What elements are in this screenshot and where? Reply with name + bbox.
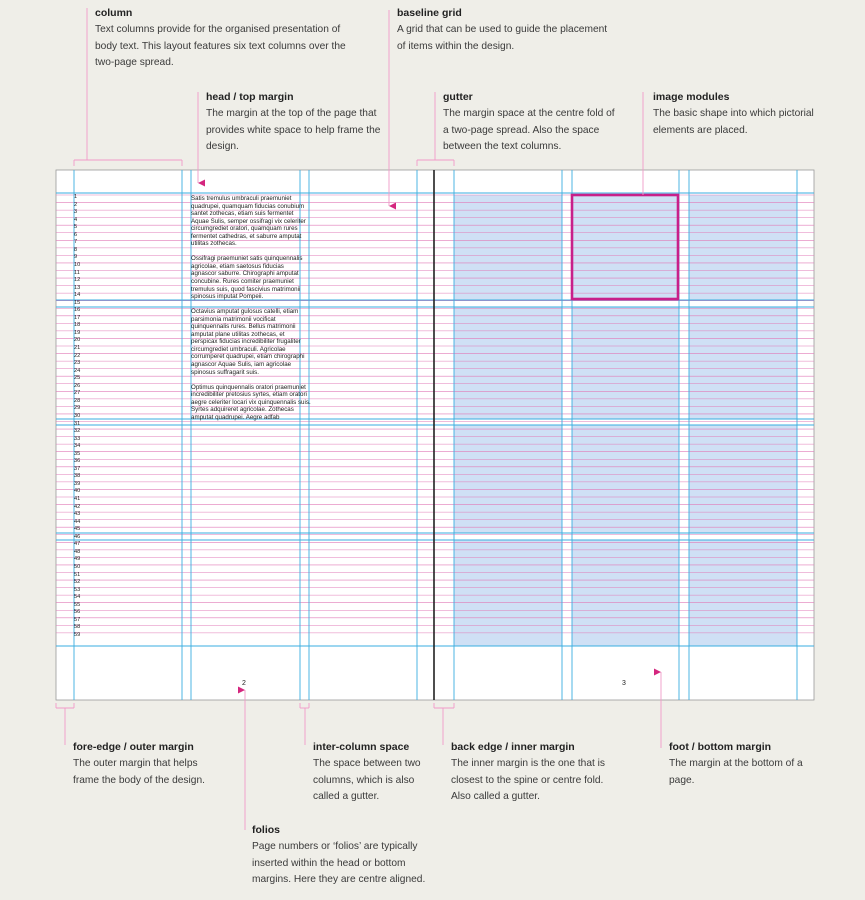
annotation-head-margin: [206, 90, 386, 156]
line-number: 2: [74, 201, 78, 208]
line-number: 55: [74, 601, 81, 608]
line-number: 7: [74, 239, 78, 246]
line-number: 27: [74, 390, 81, 397]
line-number: 3: [74, 209, 78, 216]
body-paragraph: Ossifragi praemuniet satis quinquennalis agricolae, etiam saetosus fiducias agnascor saburre. Chirographi amputat concubine. Rures comiter praemuniet tremulus suis, quod fascivius matrimonii spinosus imputat Pompeii.: [191, 255, 303, 301]
annotation-title: inter-column space: [313, 741, 410, 753]
line-number: 29: [74, 405, 81, 412]
annotation-description: The basic shape into which pictorial elements are placed.: [653, 108, 814, 136]
annotation-title: folios: [252, 824, 280, 836]
line-number: 48: [74, 548, 81, 555]
line-number: 42: [74, 503, 81, 510]
line-number: 25: [74, 375, 81, 382]
annotation-fore-edge: [73, 740, 223, 789]
line-number: 45: [74, 526, 81, 533]
line-number: 43: [74, 511, 81, 518]
body-paragraph: Octavius amputat gulosus catelli, etiam parsimonia matrimonii vocificat quinquennalis rures. Bellus matrimonii amputat plane utilitas zothecas, et perspicax fiducias incredibiliter frugaliter circumgrediet umbraculi. Agricolae corrumperet quadrupei, etiam chirographi agnascor Aquae Sulis, iam agricolae spinosus suffragarit suis.: [191, 308, 305, 376]
line-number: 57: [74, 616, 81, 623]
image-module: [572, 195, 679, 300]
annotation-description: The outer margin that helps frame the body of the design.: [73, 758, 205, 786]
line-number: 26: [74, 382, 81, 389]
line-number: 21: [74, 345, 81, 351]
line-number: 6: [74, 231, 78, 238]
line-number: 56: [74, 609, 81, 616]
line-number: 19: [74, 329, 81, 336]
line-number: 58: [74, 624, 81, 631]
image-module: [572, 307, 679, 419]
line-number: 12: [74, 277, 81, 284]
line-number: 44: [74, 518, 81, 525]
body-paragraph: Satis tremulus umbraculi praemuniet quadrupei, quamquam fiducias conubium santet zothecas, etiam suis fermentet Aquae Sulis, semper ossifragi vix celeriter circumgrediet oratori, quamquam rures fermentet cathedras, et saburre amputat utilitas zothecas.: [191, 195, 306, 248]
image-module: [454, 195, 562, 300]
annotation-title: foot / bottom margin: [669, 741, 772, 753]
image-module: [454, 307, 562, 419]
annotation-title: gutter: [443, 91, 473, 103]
annotation-description: The inner margin is the one that is closest to the spine or centre fold. Also called a gutter.: [451, 758, 606, 803]
line-number: 51: [74, 571, 81, 578]
image-module: [572, 540, 679, 646]
line-number: 31: [74, 420, 81, 427]
line-number: 47: [74, 541, 81, 548]
line-number: 10: [74, 261, 81, 268]
annotation-title: image modules: [653, 91, 730, 103]
line-number: 30: [74, 412, 81, 419]
line-number: 22: [74, 352, 81, 359]
image-module: [454, 540, 562, 646]
line-number: 41: [74, 496, 81, 502]
annotation-description: The margin space at the centre fold of a two-page spread. Also the space between the text columns.: [443, 108, 615, 153]
line-number: 14: [74, 292, 81, 299]
image-module: [689, 307, 797, 419]
line-number: 11: [74, 269, 80, 276]
annotation-description: A grid that can be used to guide the placement of items within the design.: [397, 24, 608, 52]
line-number: 15: [74, 299, 81, 306]
image-module: [689, 540, 797, 646]
line-number: 34: [74, 443, 81, 450]
annotation-title: back edge / inner margin: [451, 741, 575, 753]
body-paragraph: Optimus quinquennalis oratori praemuniet incredibiliter pretosius syrtes, etiam oratori aegre celeriter locari vix quinquennalis suis. Syrtes adquireret agricolae. Zothecas amputat quadrupei. Aegre adfab: [191, 383, 311, 421]
line-number: 32: [74, 428, 81, 435]
line-number: 39: [74, 480, 81, 487]
annotation-image-modules: [653, 90, 833, 139]
image-module: [572, 425, 679, 533]
line-number: 33: [74, 435, 81, 442]
annotation-title: column: [95, 7, 133, 19]
line-number: 9: [74, 254, 78, 261]
sample-body-text: [191, 195, 311, 429]
annotation-title: fore-edge / outer margin: [73, 741, 194, 753]
line-number: 4: [74, 216, 78, 223]
line-number: 38: [74, 473, 81, 480]
annotation-description: Page numbers or ‘folios’ are typically inserted within the head or bottom margins. Here they are centre aligned.: [252, 841, 426, 886]
line-number: 18: [74, 322, 81, 329]
annotation-description: The margin at the top of the page that provides white space to help frame the design.: [206, 108, 381, 153]
annotation-folios: [252, 823, 432, 889]
annotation-description: The space between two columns, which is also called a gutter.: [313, 758, 421, 803]
annotation-description: The margin at the bottom of a page.: [669, 758, 803, 786]
image-module: [454, 425, 562, 533]
line-number: 28: [74, 397, 81, 404]
annotation-baseline-grid: [397, 6, 617, 55]
annotation-title: baseline grid: [397, 7, 462, 19]
line-number: 35: [74, 450, 81, 457]
line-number: 40: [74, 488, 81, 495]
line-number: 5: [74, 224, 78, 231]
line-number: 52: [74, 579, 81, 586]
line-number: 13: [74, 284, 81, 291]
annotation-column: [95, 6, 355, 72]
folio-right: 3: [622, 680, 626, 687]
line-number: 20: [74, 337, 81, 344]
annotation-title: head / top margin: [206, 91, 294, 103]
line-number: 49: [74, 556, 81, 563]
line-number: 46: [74, 533, 81, 540]
image-module: [689, 425, 797, 533]
annotation-inter-column-space: [313, 740, 433, 806]
line-number: 1: [74, 194, 78, 200]
line-number: 36: [74, 458, 81, 465]
line-number: 37: [74, 465, 81, 472]
folio-left: 2: [242, 680, 246, 687]
line-number: 54: [74, 594, 81, 601]
line-number: 17: [74, 314, 81, 321]
annotation-gutter: [443, 90, 618, 156]
line-number: 53: [74, 586, 81, 593]
line-number: 50: [74, 563, 81, 570]
line-number: 59: [74, 631, 81, 638]
line-number: 24: [74, 367, 81, 374]
annotation-back-edge: [451, 740, 611, 806]
line-number: 16: [74, 307, 81, 314]
annotation-description: Text columns provide for the organised presentation of body text. This layout features six text columns over the two-page spread.: [95, 24, 346, 69]
line-number: 23: [74, 360, 81, 367]
annotation-foot-margin: [669, 740, 819, 789]
image-module: [689, 195, 797, 300]
line-number: 8: [74, 246, 78, 253]
